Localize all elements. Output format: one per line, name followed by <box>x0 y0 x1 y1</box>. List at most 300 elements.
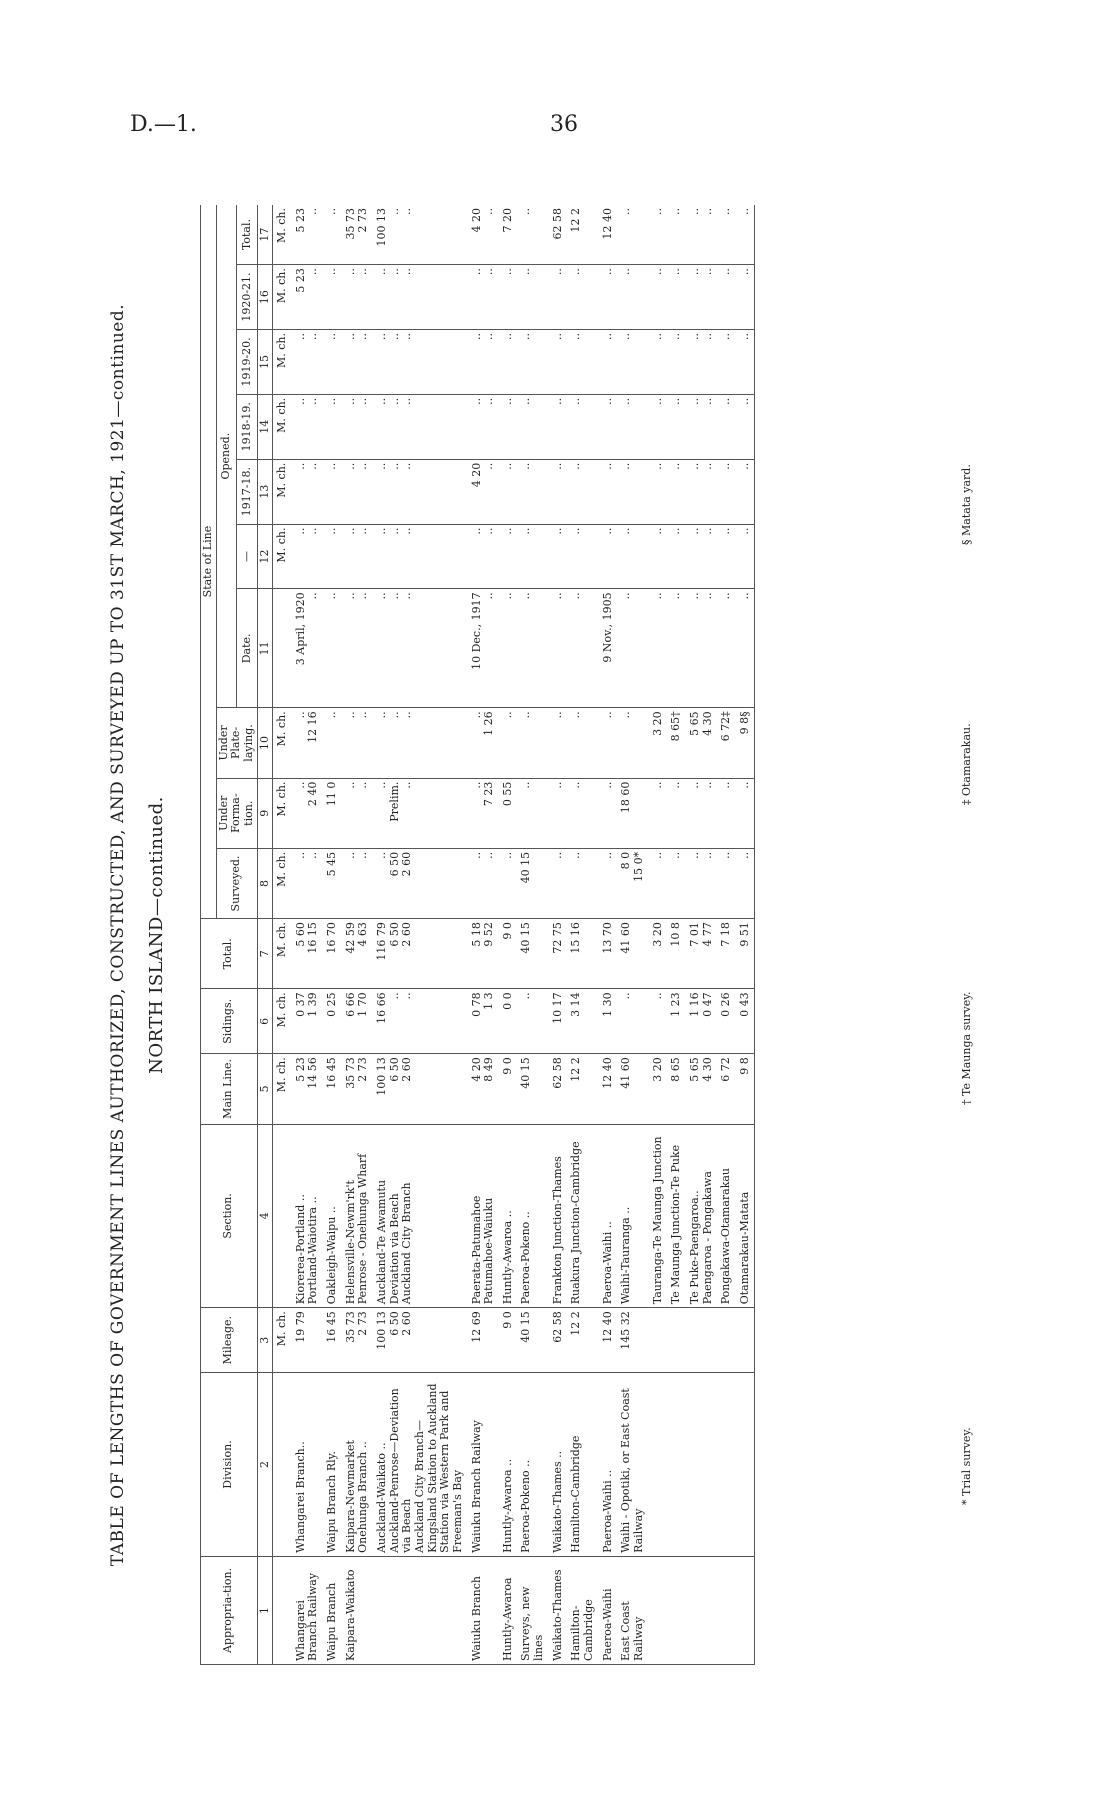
table-cell: 1 30 <box>599 989 618 1054</box>
table-cell: 4 20 .. <box>468 459 499 524</box>
table-cell: 72 75 <box>549 919 568 989</box>
table-cell: .. 6 50 2 60 <box>373 848 467 918</box>
table-row <box>686 205 717 1665</box>
unit-cell: M. ch. <box>273 265 292 330</box>
table-cell: Ruakura Junction-Cambridge <box>567 1124 598 1308</box>
table-cell: .. <box>617 394 648 459</box>
table-cell: Kiorerea-Portland .. Portland-Waiotira .. <box>292 1124 323 1308</box>
column-number: 8 <box>257 848 273 918</box>
table-cell: 9 0 <box>499 1054 518 1124</box>
table-row <box>667 205 686 1665</box>
page-code: D.—1. <box>130 112 197 137</box>
table-cell: .. <box>667 205 686 265</box>
table-cell: .. <box>323 589 342 708</box>
col-1920: 1920-21. <box>237 265 257 330</box>
table-cell: .. <box>617 589 648 708</box>
table-cell: .. <box>649 329 668 394</box>
col-1919: 1919-20. <box>237 329 257 394</box>
table-cell <box>649 1373 668 1557</box>
table-cell: .. <box>736 394 755 459</box>
table-cell: .. .. <box>342 848 373 918</box>
table-cell: .. .. <box>686 459 717 524</box>
column-number-row <box>257 205 273 1665</box>
table-cell: 12 40 <box>599 1308 618 1373</box>
col-date: Date. <box>237 589 257 708</box>
col-section: Section. <box>201 1124 258 1308</box>
table-cell: Paeroa-Pokeno .. <box>517 1124 548 1308</box>
table-cell: Paerata-Patumahoe Patumahoe-Waiuku <box>468 1124 499 1308</box>
column-number: 7 <box>257 919 273 989</box>
table-cell: .. <box>617 459 648 524</box>
table-cell: .. .. <box>342 265 373 330</box>
table-cell: Paeroa-Waihi .. <box>599 1373 618 1557</box>
table-cell: 6 72 <box>717 1054 736 1124</box>
table-cell: 0 37 1 39 <box>292 989 323 1054</box>
table-cell: .. <box>617 205 648 265</box>
table-cell: 9 8 <box>736 1054 755 1124</box>
table-cell: .. <box>499 708 518 778</box>
table-cell: 16 45 <box>323 1054 342 1124</box>
table-cell: .. <box>323 394 342 459</box>
table-cell: 4 20 .. <box>468 205 499 265</box>
table-cell: Hamilton-Cambridge <box>567 1556 598 1664</box>
table-cell: 5 23 .. <box>292 205 323 265</box>
table-cell <box>717 1308 736 1373</box>
table-cell: Hamilton-Cambridge <box>567 1373 598 1557</box>
table-cell <box>686 1373 717 1557</box>
table-cell: Auckland-Waikato .. Auckland-Penrose—Deviation via Beach Auckland City Branch—Kingsland Station to Auckland Station via Western Park and Freeman's Bay <box>373 1373 467 1557</box>
table-cell: Huntly-Awaroa <box>499 1556 518 1664</box>
table-cell: 5 60 16 15 <box>292 919 323 989</box>
table-cell: .. <box>667 778 686 848</box>
table-cell: 0 25 <box>323 989 342 1054</box>
table-cell: .. <box>567 848 598 918</box>
table-subtitle: NORTH ISLAND—continued. <box>146 796 167 1074</box>
table-cell: .. .. <box>686 848 717 918</box>
unit-cell: M. ch. <box>273 1054 292 1124</box>
table-cell: 100 13 6 50 2 60 <box>373 1308 467 1373</box>
table-cell: 40 15 <box>517 919 548 989</box>
table-cell: .. <box>736 524 755 589</box>
table-cell: 0 26 <box>717 989 736 1054</box>
unit-cell: M. ch. <box>273 1308 292 1373</box>
table-cell: .. .. <box>342 524 373 589</box>
column-number: 15 <box>257 329 273 394</box>
table-cell: Waihi-Tauranga .. <box>617 1124 648 1308</box>
table-cell: 7 20 <box>499 205 518 265</box>
table-cell: .. <box>323 459 342 524</box>
column-number: 11 <box>257 589 273 708</box>
table-cell: 41 60 <box>617 919 648 989</box>
table-cell: 7 01 4 77 <box>686 919 717 989</box>
table-cell: 12 40 <box>599 1054 618 1124</box>
table-cell: .. <box>567 708 598 778</box>
table-cell: 9 51 <box>736 919 755 989</box>
table-cell: 5 65 4 30 <box>686 1054 717 1124</box>
table-cell: .. .. .. <box>373 265 467 330</box>
table-row <box>567 205 598 1665</box>
table-cell: .. <box>617 989 648 1054</box>
unit-cell: M. ch. <box>273 329 292 394</box>
table-cell: 40 15 <box>517 1054 548 1124</box>
table-cell: .. <box>567 265 598 330</box>
table-cell: 100 13 .. .. <box>373 205 467 265</box>
table-cell: 116 79 6 50 2 60 <box>373 919 467 989</box>
col-sidings: Sidings. <box>201 989 258 1054</box>
table-cell: .. .. <box>292 524 323 589</box>
table-cell: 5 23 .. <box>292 265 323 330</box>
table-row <box>717 205 736 1665</box>
table-cell: .. .. .. <box>373 524 467 589</box>
table-cell: .. <box>499 848 518 918</box>
column-number: 5 <box>257 1054 273 1124</box>
table-cell: .. <box>567 329 598 394</box>
table-cell: .. <box>599 329 618 394</box>
table-cell: .. .. <box>342 459 373 524</box>
table-cell: Te Puke-Paengaroa.. Paengaroa - Pongakawa <box>686 1124 717 1308</box>
table-cell: .. <box>736 205 755 265</box>
table-cell: 16 45 <box>323 1308 342 1373</box>
table-cell <box>717 1373 736 1557</box>
table-cell <box>686 1556 717 1664</box>
table-cell: .. <box>649 265 668 330</box>
column-number: 3 <box>257 1308 273 1373</box>
table-cell: .. <box>549 265 568 330</box>
table-cell: .. .. <box>342 329 373 394</box>
col-1918: 1918-19. <box>237 394 257 459</box>
table-cell: 12 2 <box>567 1308 598 1373</box>
table-cell: Surveys, new lines <box>517 1556 548 1664</box>
table-cell: .. <box>717 205 736 265</box>
table-cell: .. <box>517 265 548 330</box>
table-cell: .. .. <box>342 394 373 459</box>
table-cell: .. <box>567 459 598 524</box>
table-cell: Waikato-Thames <box>549 1556 568 1664</box>
table-cell: .. <box>499 329 518 394</box>
table-cell: 12 69 <box>468 1308 499 1373</box>
table-cell: .. 2 40 <box>292 778 323 848</box>
table-cell: 9 Nov., 1905 <box>599 589 618 708</box>
table-cell: .. <box>517 329 548 394</box>
table-cell: .. .. <box>686 329 717 394</box>
table-cell: .. <box>549 848 568 918</box>
table-cell: .. <box>549 778 568 848</box>
col-main-line: Main Line. <box>201 1054 258 1124</box>
table-cell: Waipu Branch Rly. <box>323 1373 342 1557</box>
table-row <box>292 205 323 1665</box>
table-cell: .. .. .. <box>373 329 467 394</box>
column-number: 4 <box>257 1124 273 1308</box>
table-cell: .. .. <box>342 778 373 848</box>
table-cell: .. <box>323 329 342 394</box>
col-total: Total. <box>201 919 258 989</box>
table-cell: 8 0 15 0* <box>617 848 648 918</box>
table-cell: .. <box>717 848 736 918</box>
col-dash: — <box>237 524 257 589</box>
table-cell <box>649 1308 668 1373</box>
table-cell: Tauranga-Te Maunga Junction <box>649 1124 668 1308</box>
table-cell: 0 0 <box>499 989 518 1054</box>
table-cell: 10 17 <box>549 989 568 1054</box>
table-cell: 3 20 <box>649 708 668 778</box>
table-cell: .. <box>517 778 548 848</box>
table-cell: .. <box>517 205 548 265</box>
table-cell: 13 70 <box>599 919 618 989</box>
column-number: 14 <box>257 394 273 459</box>
unit-cell: M. ch. <box>273 848 292 918</box>
table-cell: .. .. <box>342 589 373 708</box>
table-cell: 0 43 <box>736 989 755 1054</box>
table-cell: 19 79 <box>292 1308 323 1373</box>
table-cell: .. <box>499 589 518 708</box>
col-under-formation: Under Forma-tion. <box>216 778 257 848</box>
table-cell: 12 2 <box>567 1054 598 1124</box>
table-cell: 62 58 <box>549 1054 568 1124</box>
table-cell <box>686 1308 717 1373</box>
table-cell: .. .. <box>292 848 323 918</box>
table-cell: .. <box>649 524 668 589</box>
table-cell: .. .. <box>686 524 717 589</box>
table-cell: .. <box>649 394 668 459</box>
table-cell: .. <box>599 524 618 589</box>
table-cell: .. .. <box>686 394 717 459</box>
table-cell: .. .. <box>292 329 323 394</box>
table-cell <box>717 1556 736 1664</box>
column-number: 10 <box>257 708 273 778</box>
unit-cell <box>273 1373 292 1557</box>
col-state-of-line: State of Line <box>201 205 217 919</box>
footnote: § Matata yard. <box>960 464 973 545</box>
column-number: 16 <box>257 265 273 330</box>
table-cell: .. <box>717 394 736 459</box>
table-cell: .. .. .. <box>373 394 467 459</box>
table-cell <box>373 1556 467 1664</box>
table-cell: .. <box>599 778 618 848</box>
table-cell: 3 20 <box>649 919 668 989</box>
table-cell: .. <box>323 708 342 778</box>
table-cell: .. <box>617 329 648 394</box>
table-cell: .. <box>649 459 668 524</box>
table-cell: .. <box>717 524 736 589</box>
table-cell: .. <box>717 589 736 708</box>
table-cell: .. <box>517 394 548 459</box>
column-number: 6 <box>257 989 273 1054</box>
table-cell: .. 12 16 <box>292 708 323 778</box>
table-cell: .. <box>667 848 686 918</box>
table-cell: .. <box>667 394 686 459</box>
table-row <box>499 205 518 1665</box>
column-number: 12 <box>257 524 273 589</box>
table-cell: 5 45 <box>323 848 342 918</box>
table-cell: .. <box>567 524 598 589</box>
table-cell: 1 16 0 47 <box>686 989 717 1054</box>
table-cell: 6 72‡ <box>717 708 736 778</box>
table-cell: 1 23 <box>667 989 686 1054</box>
table-cell: .. <box>499 524 518 589</box>
table-cell: .. <box>736 848 755 918</box>
table-cell: .. <box>499 265 518 330</box>
table-cell: Frankton Junction-Thames <box>549 1124 568 1308</box>
table-cell: 62 58 <box>549 205 568 265</box>
table-cell: .. <box>736 589 755 708</box>
table-cell <box>667 1373 686 1557</box>
table-cell: .. <box>649 778 668 848</box>
table-cell: 40 15 <box>517 1308 548 1373</box>
table-cell: Whangarei Branch.. <box>292 1373 323 1557</box>
column-number: 9 <box>257 778 273 848</box>
table-row <box>468 205 499 1665</box>
table-cell <box>667 1308 686 1373</box>
footnote: ‡ Otamarakau. <box>960 723 973 805</box>
table-cell: Helensville-Newm'rk't Penrose - Onehunga Wharf <box>342 1124 373 1308</box>
table-cell: Huntly-Awaroa .. <box>499 1373 518 1557</box>
table-cell <box>736 1373 755 1557</box>
table-cell: 3 20 <box>649 1054 668 1124</box>
table-cell: .. <box>667 329 686 394</box>
table-cell <box>649 1556 668 1664</box>
table-cell: .. <box>599 848 618 918</box>
units-row <box>273 205 292 1665</box>
table-cell: 35 73 2 73 <box>342 205 373 265</box>
col-appropriation: Appropria-tion. <box>201 1556 258 1664</box>
table-cell: .. .. .. <box>373 589 467 708</box>
table-row <box>323 205 342 1665</box>
table-cell: .. <box>323 205 342 265</box>
table-cell: 9 8§ <box>736 708 755 778</box>
table-cell: 0 78 1 3 <box>468 989 499 1054</box>
footnote: * Trial survey. <box>960 1427 973 1505</box>
table-cell: .. .. <box>468 265 499 330</box>
table-cell: 9 0 <box>499 919 518 989</box>
column-number: 13 <box>257 459 273 524</box>
table-cell: 16 66 .. .. <box>373 989 467 1054</box>
table-cell: 8 65† <box>667 708 686 778</box>
table-cell: .. <box>717 265 736 330</box>
unit-cell: M. ch. <box>273 394 292 459</box>
column-number: 1 <box>257 1556 273 1664</box>
table-cell: Te Maunga Junction-Te Puke <box>667 1124 686 1308</box>
table-cell: .. <box>567 778 598 848</box>
table-cell: .. 1 26 <box>468 708 499 778</box>
table-cell: Paeroa-Pokeno .. <box>517 1373 548 1557</box>
page-number: 36 <box>550 112 578 137</box>
table-cell: .. <box>617 524 648 589</box>
footnote: † Te Maunga survey. <box>960 991 973 1105</box>
table-cell: .. <box>567 589 598 708</box>
table-cell: Kaipara-Waikato <box>342 1556 373 1664</box>
unit-cell: M. ch. <box>273 205 292 265</box>
table-cell: Otamarakau-Matata <box>736 1124 755 1308</box>
table-cell: .. <box>736 329 755 394</box>
table-cell: Whangarei Branch Railway <box>292 1556 323 1664</box>
table-cell: .. <box>599 459 618 524</box>
unit-cell: M. ch. <box>273 708 292 778</box>
table-row <box>373 205 467 1665</box>
table-cell <box>736 1308 755 1373</box>
col-mileage: Mileage. <box>201 1308 258 1373</box>
table-cell: 12 40 <box>599 205 618 265</box>
col-division: Division. <box>201 1373 258 1557</box>
table-row <box>736 205 755 1665</box>
table-cell: .. .. <box>292 394 323 459</box>
table-cell: 35 73 2 73 <box>342 1054 373 1124</box>
unit-cell <box>273 1556 292 1664</box>
table-cell: .. <box>549 394 568 459</box>
table-cell: .. <box>323 524 342 589</box>
table-row <box>599 205 618 1665</box>
table-cell: .. <box>667 265 686 330</box>
table-cell: 5 65 4 30 <box>686 708 717 778</box>
table-cell: 15 16 <box>567 919 598 989</box>
table-cell: 41 60 <box>617 1054 648 1124</box>
table-cell: .. <box>517 524 548 589</box>
unit-cell <box>273 589 292 708</box>
table-cell: .. .. <box>468 848 499 918</box>
col-opened: Opened. <box>216 205 236 708</box>
table-cell <box>667 1556 686 1664</box>
table-cell: .. .. <box>686 778 717 848</box>
table-cell: .. .. <box>342 708 373 778</box>
table-cell: East Coast Railway <box>617 1556 648 1664</box>
table-cell: .. <box>649 589 668 708</box>
table-cell: .. .. .. <box>373 708 467 778</box>
table-cell: .. <box>717 459 736 524</box>
unit-cell: M. ch. <box>273 778 292 848</box>
table-cell: Paeroa-Waihi <box>599 1556 618 1664</box>
table-title: TABLE OF LENGTHS OF GOVERNMENT LINES AUTHORIZED, CONSTRUCTED, AND SURVEYED UP TO 31ST MARCH, 1921—continued. <box>108 303 128 1567</box>
table-cell: .. <box>599 394 618 459</box>
table-cell: 7 18 <box>717 919 736 989</box>
table-cell: Pongakawa-Otamarakau <box>717 1124 736 1308</box>
table-cell: .. <box>499 459 518 524</box>
table-cell: .. <box>736 459 755 524</box>
table-cell: .. <box>649 989 668 1054</box>
table-cell: .. <box>517 589 548 708</box>
table-cell: Waiuku Branch Railway <box>468 1373 499 1557</box>
table-cell: .. <box>599 265 618 330</box>
table-cell: 8 65 <box>667 1054 686 1124</box>
table-cell: .. <box>549 329 568 394</box>
column-number: 17 <box>257 205 273 265</box>
table-cell: .. <box>667 459 686 524</box>
table-cell: .. .. <box>292 459 323 524</box>
rotated-table-region <box>100 205 1000 1665</box>
table-cell: 62 58 <box>549 1308 568 1373</box>
table-cell: .. <box>736 778 755 848</box>
unit-cell: M. ch. <box>273 524 292 589</box>
table-cell: .. .. <box>686 265 717 330</box>
col-surveyed: Surveyed. <box>216 848 257 918</box>
table-cell: 3 April, 1920 .. <box>292 589 323 708</box>
table-cell: .. <box>736 265 755 330</box>
col-1917: 1917-18. <box>237 459 257 524</box>
lengths-table <box>200 205 755 1665</box>
table-row <box>517 205 548 1665</box>
table-cell: .. Prelim. .. <box>373 778 467 848</box>
table-cell: 16 70 <box>323 919 342 989</box>
table-cell: 35 73 2 73 <box>342 1308 373 1373</box>
table-cell: 42 59 4 63 <box>342 919 373 989</box>
table-cell: Paeroa-Waihi .. <box>599 1124 618 1308</box>
table-cell: .. <box>499 394 518 459</box>
table-cell: 0 55 <box>499 778 518 848</box>
table-cell: Waiuku Branch <box>468 1556 499 1664</box>
table-cell: 4 20 8 49 <box>468 1054 499 1124</box>
table-row <box>549 205 568 1665</box>
table-cell: .. <box>549 708 568 778</box>
table-cell: .. .. <box>468 329 499 394</box>
table-cell: .. <box>649 205 668 265</box>
